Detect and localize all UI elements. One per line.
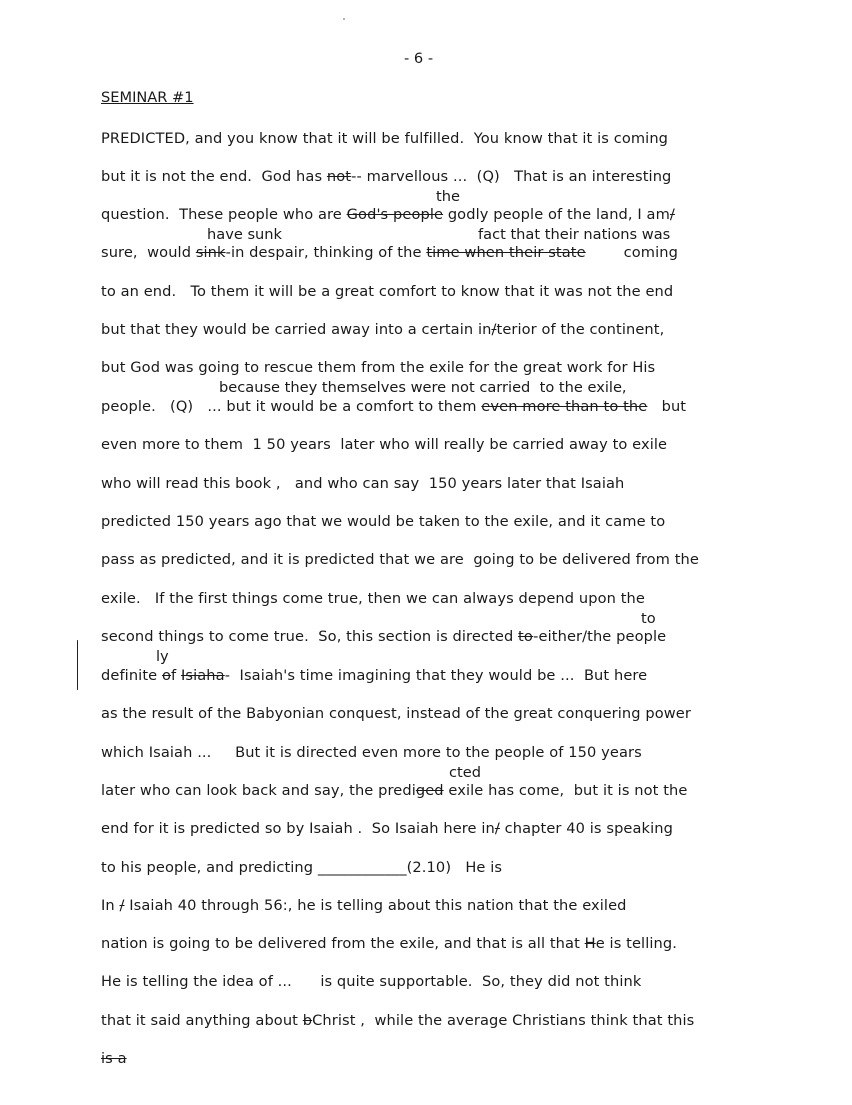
text-segment: to an end. To them it will be a great comfort to know that it was not the end: [101, 283, 674, 300]
text-segment: godly people of the land, I am: [443, 206, 670, 223]
text-line: [101, 705, 691, 723]
text-segment: pass as predicted, and it is predicted that we are going to be delivered from the: [101, 551, 699, 568]
struck-text: God's people: [346, 206, 444, 223]
text-segment: - Isaiah's time imagining that they would be ... But here: [224, 667, 648, 684]
struck-text: to: [518, 628, 534, 645]
text-segment: which Isaiah ... But it is directed even more to the people of 150 years: [101, 744, 642, 761]
text-line: [101, 628, 666, 646]
insertion-text: because they themselves were not carried to the exile,: [219, 379, 627, 396]
text-segment: definite: [101, 667, 162, 684]
text-segment: that it said anything about: [101, 1012, 303, 1029]
text-line: [101, 1050, 127, 1068]
text-segment: terior of the continent,: [496, 321, 665, 338]
struck-text: sink: [195, 244, 226, 261]
text-segment: later who can look back and say, the predi: [101, 782, 416, 799]
text-segment: -- marvellous ... (Q) That is an interesting: [351, 168, 672, 185]
text-segment: e is telling.: [595, 935, 677, 952]
text-segment: f: [171, 667, 181, 684]
text-segment: but God was going to rescue them from the exile for the great work for His: [101, 359, 656, 376]
text-segment: people. (Q) ... but it would be a comfort to them: [101, 398, 482, 415]
struck-text: not: [326, 168, 352, 185]
text-line: [101, 859, 502, 877]
text-line: [101, 244, 678, 262]
text-segment: -either/the people: [533, 628, 667, 645]
insertion-text: ly: [156, 648, 169, 665]
struck-text: b: [302, 1012, 313, 1029]
text-line: [101, 551, 699, 569]
margin-mark: [77, 640, 78, 690]
insertion-text: fact that their nations was: [478, 226, 671, 243]
text-segment: but it is not the end. God has: [101, 168, 327, 185]
text-segment: to his people, and predicting ____________(2.10) He is: [101, 859, 503, 876]
text-segment: Christ , while the average Christians think that this: [312, 1012, 695, 1029]
text-segment: predicted 150 years ago that we would be taken to the exile, and it came to: [101, 513, 666, 530]
text-segment: even more to them 1 50 years later who will really be carried away to exile: [101, 436, 668, 453]
text-segment: Isaiah 40 through 56:, he is telling about this nation that the exiled: [124, 897, 627, 914]
text-segment: but that they would be carried away into a certain in: [101, 321, 492, 338]
text-line: [101, 359, 655, 377]
text-line: [101, 782, 687, 800]
insertion-text: have sunk: [207, 226, 282, 243]
text-line: [101, 973, 641, 991]
text-segment: second things to come true. So, this section is directed: [101, 628, 519, 645]
text-segment: exile. If the first things come true, then we can always depend upon the: [101, 590, 645, 607]
text-segment: PREDICTED, and you know that it will be fulfilled. You know that it is coming: [101, 130, 669, 147]
text-segment: sure, would: [101, 244, 196, 261]
text-segment: nation is going to be delivered from the exile, and that is all that: [101, 935, 585, 952]
text-segment: chapter 40 is speaking: [499, 820, 673, 837]
text-segment: He is telling the idea of ... is quite supportable. So, they did not think: [101, 973, 642, 990]
text-line: [101, 130, 668, 148]
text-segment: as the result of the Babyonian conquest, instead of the great conquering power: [101, 705, 691, 722]
seminar-heading: SEMINAR #1: [101, 89, 194, 106]
struck-text: time when their state: [426, 244, 586, 261]
text-line: [101, 513, 665, 531]
text-line: [101, 1012, 694, 1030]
struck-text: /: [491, 321, 497, 338]
struck-text: even more than to the: [481, 398, 648, 415]
text-segment: exile has come, but it is not the: [443, 782, 688, 799]
struck-text: /: [669, 206, 675, 223]
text-segment: In: [101, 897, 120, 914]
text-segment: who will read this book , and who can say 150 years later that Isaiah: [101, 475, 625, 492]
struck-text: is a: [101, 1050, 127, 1067]
text-line: [101, 590, 645, 608]
struck-text: /: [119, 897, 125, 914]
text-line: [101, 398, 686, 416]
text-line: [101, 820, 673, 838]
text-segment: but: [647, 398, 687, 415]
text-line: [101, 168, 671, 186]
text-line: [101, 436, 667, 454]
text-line: [101, 935, 677, 953]
speck: [343, 18, 345, 20]
text-line: [101, 206, 675, 224]
text-line: [101, 744, 642, 762]
page-number: - 6 -: [404, 50, 434, 67]
struck-text: H: [584, 935, 596, 952]
struck-text: /: [494, 820, 500, 837]
text-line: [101, 667, 647, 685]
insertion-text: to: [641, 610, 656, 627]
text-segment: question. These people who are: [101, 206, 347, 223]
text-segment: -in despair, thinking of the: [225, 244, 427, 261]
text-line: [101, 283, 673, 301]
struck-text: ged: [415, 782, 444, 799]
struck-text: o: [161, 667, 172, 684]
text-segment: end for it is predicted so by Isaiah . So Isaiah here in: [101, 820, 495, 837]
text-line: [101, 897, 627, 915]
text-line: [101, 475, 624, 493]
text-segment: coming: [585, 244, 678, 261]
insertion-text: cted: [449, 764, 481, 781]
insertion-text: the: [436, 188, 460, 205]
text-line: [101, 321, 664, 339]
struck-text: Isiaha: [181, 667, 225, 684]
